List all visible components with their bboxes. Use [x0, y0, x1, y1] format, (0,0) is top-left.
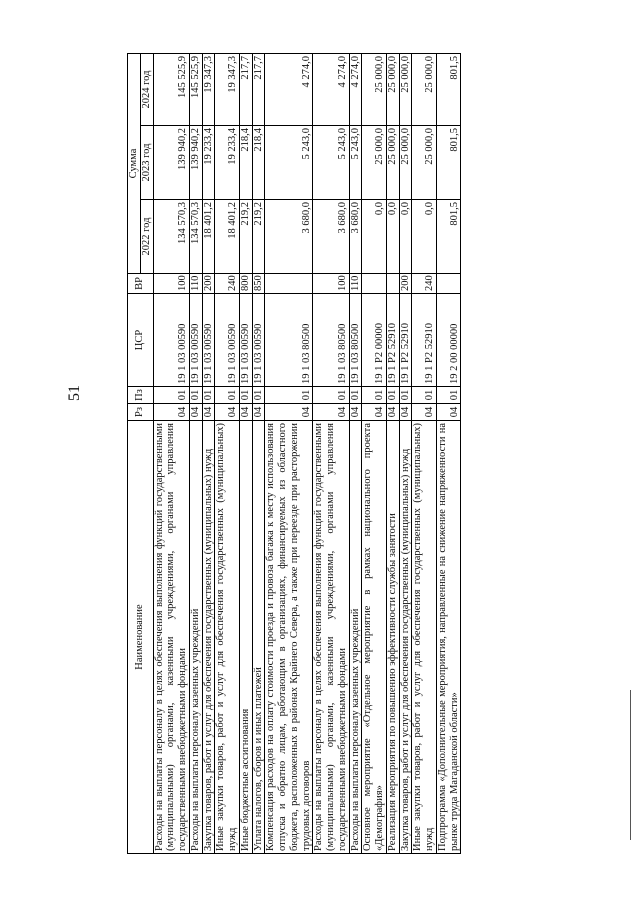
cell-pz: 01 [386, 387, 399, 404]
cell-name: Иные бюджетные ассигнования [239, 421, 252, 854]
cell-pz: 01 [349, 387, 362, 404]
cell-2024: 801,5 [436, 54, 461, 126]
cell-2022: 0,0 [386, 200, 399, 274]
cell-2024: 4 274,0 [349, 54, 362, 126]
cell-vr [265, 274, 313, 294]
cell-csr: 19 1 P2 52910 [399, 294, 412, 387]
cell-2024: 25 000,0 [399, 54, 412, 126]
cell-2024: 4 274,0 [313, 54, 349, 126]
table-row [349, 54, 362, 854]
cell-rz: 04 [313, 404, 349, 421]
header-name: Наименование [128, 421, 154, 854]
cell-2022: 0,0 [399, 200, 412, 274]
cell-2023: 25 000,0 [386, 126, 399, 200]
cell-pz: 01 [313, 387, 349, 404]
cell-2022: 18 401,2 [215, 200, 240, 274]
cell-csr: 19 1 03 00590 [202, 294, 215, 387]
cell-2023: 139 940,2 [189, 126, 202, 200]
cell-pz: 01 [399, 387, 412, 404]
table-row [189, 54, 202, 854]
cell-pz: 01 [265, 387, 313, 404]
cell-rz: 04 [265, 404, 313, 421]
cell-pz: 01 [153, 387, 189, 404]
cell-2022: 801,5 [436, 200, 461, 274]
cell-name: Расходы на выплаты персоналу в целях обеспечения выполнения функций государственными (муниципальными) органами, казенными учреждениями, органами управления государственными внебюджетными фондами [313, 421, 349, 854]
cell-vr: 110 [189, 274, 202, 294]
cell-rz: 04 [436, 404, 461, 421]
cell-2024: 25 000,0 [386, 54, 399, 126]
cell-csr: 19 1 03 80500 [265, 294, 313, 387]
cell-name: Расходы на выплаты персоналу казенных учреждений [189, 421, 202, 854]
cell-2023: 25 000,0 [362, 126, 387, 200]
cell-rz: 04 [239, 404, 252, 421]
cell-vr: 100 [313, 274, 349, 294]
cell-csr: 19 1 03 00590 [239, 294, 252, 387]
cell-2022: 3 680,0 [265, 200, 313, 274]
cell-2022: 134 570,3 [189, 200, 202, 274]
table-row [436, 54, 461, 854]
cell-vr: 100 [153, 274, 189, 294]
header-pz: Пз [128, 387, 154, 404]
cell-2023: 25 000,0 [399, 126, 412, 200]
header-2024: 2024 год [140, 54, 153, 126]
rotated-table-frame [127, 54, 593, 854]
table-row [399, 54, 412, 854]
table-row [362, 54, 387, 854]
cell-2024: 19 347,3 [215, 54, 240, 126]
cell-name: Расходы на выплаты персоналу казенных учреждений [349, 421, 362, 854]
cell-2023: 218,4 [239, 126, 252, 200]
cell-2022: 3 680,0 [349, 200, 362, 274]
cell-name: Расходы на выплаты персоналу в целях обеспечения выполнения функций государственными (муниципальными) органами, казенными учреждениями, органами управления государственными внебюджетными фондами [153, 421, 189, 854]
cell-2022: 0,0 [412, 200, 437, 274]
cell-rz: 04 [362, 404, 387, 421]
cell-csr: 19 1 03 00590 [215, 294, 240, 387]
cell-csr: 19 1 P2 52910 [412, 294, 437, 387]
cell-2024: 217,7 [239, 54, 252, 126]
cell-rz: 04 [153, 404, 189, 421]
cell-rz: 04 [412, 404, 437, 421]
cell-vr: 200 [202, 274, 215, 294]
cell-rz: 04 [349, 404, 362, 421]
cell-csr: 19 1 03 00590 [153, 294, 189, 387]
cell-2024: 217,7 [252, 54, 265, 126]
cell-name: Уплата налогов, сборов и иных платежей [252, 421, 265, 854]
table-row [153, 54, 189, 854]
cell-pz: 01 [202, 387, 215, 404]
cell-2022: 18 401,2 [202, 200, 215, 274]
header-rz: Рз [128, 404, 154, 421]
cell-2024: 25 000,0 [362, 54, 387, 126]
cell-name: Компенсация расходов на оплату стоимости проезда и провоза багажа к месту использования отпуска и обратно лицам, работающим в организациях, финансируемых из областного бюджета, расположенных в районах Крайнего Севера, а также при переезде при расторжении трудовых договоров [265, 421, 313, 854]
header-2023: 2023 год [140, 126, 153, 200]
cell-rz: 04 [202, 404, 215, 421]
cell-2022: 219,2 [239, 200, 252, 274]
cell-csr: 19 1 P2 52910 [386, 294, 399, 387]
cell-vr [362, 274, 387, 294]
cell-2023: 5 243,0 [265, 126, 313, 200]
cell-pz: 01 [189, 387, 202, 404]
table-row [215, 54, 240, 854]
table-row [265, 54, 313, 854]
cell-pz: 01 [239, 387, 252, 404]
cell-vr: 240 [215, 274, 240, 294]
cell-name: Иные закупки товаров, работ и услуг для обеспечения государственных (муниципальных) нужд [412, 421, 437, 854]
cell-rz: 04 [215, 404, 240, 421]
margin-line [630, 690, 631, 840]
cell-2023: 19 233,4 [202, 126, 215, 200]
cell-pz: 01 [252, 387, 265, 404]
cell-2022: 219,2 [252, 200, 265, 274]
table-row [386, 54, 399, 854]
cell-vr: 200 [399, 274, 412, 294]
cell-2024: 145 525,9 [189, 54, 202, 126]
cell-csr: 19 1 03 80500 [349, 294, 362, 387]
header-csr: ЦСР [128, 294, 154, 387]
cell-2023: 139 940,2 [153, 126, 189, 200]
table-row [252, 54, 265, 854]
cell-name: Основное мероприятие «Отдельное мероприятие в рамках национального проекта «Демография» [362, 421, 387, 854]
cell-csr: 19 1 03 80500 [313, 294, 349, 387]
cell-2022: 134 570,3 [153, 200, 189, 274]
cell-2023: 25 000,0 [412, 126, 437, 200]
cell-csr: 19 2 00 00000 [436, 294, 461, 387]
cell-2023: 218,4 [252, 126, 265, 200]
cell-2023: 5 243,0 [313, 126, 349, 200]
cell-vr: 240 [412, 274, 437, 294]
cell-vr: 850 [252, 274, 265, 294]
cell-rz: 04 [189, 404, 202, 421]
cell-name: Подпрограмма «Дополнительные мероприятия, направленные на снижение напряженности на рынке труда Магаданской области» [436, 421, 461, 854]
table-row [202, 54, 215, 854]
cell-csr: 19 1 03 00590 [189, 294, 202, 387]
cell-rz: 04 [399, 404, 412, 421]
cell-csr: 19 1 03 00590 [252, 294, 265, 387]
cell-name: Реализация мероприятия по повышению эффективности службы занятости [386, 421, 399, 854]
cell-rz: 04 [386, 404, 399, 421]
cell-rz: 04 [252, 404, 265, 421]
cell-pz: 01 [436, 387, 461, 404]
cell-2023: 5 243,0 [349, 126, 362, 200]
cell-2024: 4 274,0 [265, 54, 313, 126]
cell-2023: 801,5 [436, 126, 461, 200]
cell-csr: 19 1 P2 00000 [362, 294, 387, 387]
cell-vr: 800 [239, 274, 252, 294]
header-vr: ВР [128, 274, 154, 294]
cell-pz: 01 [215, 387, 240, 404]
header-sum: Сумма [128, 54, 141, 274]
cell-2024: 25 000,0 [412, 54, 437, 126]
cell-vr [386, 274, 399, 294]
table-row [313, 54, 349, 854]
cell-2024: 145 525,9 [153, 54, 189, 126]
budget-table [127, 53, 461, 854]
cell-2024: 19 347,3 [202, 54, 215, 126]
cell-name: Закупка товаров, работ и услуг для обеспечения государственных (муниципальных) нужд [399, 421, 412, 854]
cell-vr [436, 274, 461, 294]
page-number: 51 [66, 385, 83, 401]
table-row [239, 54, 252, 854]
cell-pz: 01 [412, 387, 437, 404]
cell-2022: 0,0 [362, 200, 387, 274]
cell-pz: 01 [362, 387, 387, 404]
cell-2023: 19 233,4 [215, 126, 240, 200]
header-2022: 2022 год [140, 200, 153, 274]
cell-vr: 110 [349, 274, 362, 294]
table-row [412, 54, 437, 854]
cell-2022: 3 680,0 [313, 200, 349, 274]
table-body [153, 54, 461, 854]
cell-name: Иные закупки товаров, работ и услуг для обеспечения государственных (муниципальных) нужд [215, 421, 240, 854]
cell-name: Закупка товаров, работ и услуг для обеспечения государственных (муниципальных) нужд [202, 421, 215, 854]
